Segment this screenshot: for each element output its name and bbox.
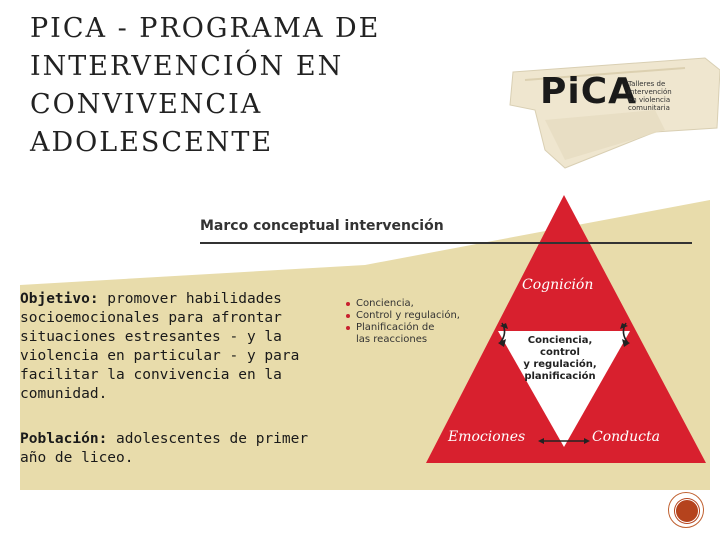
page-title <box>30 10 430 162</box>
title-line: PICA - PROGRAMA DE <box>30 13 381 44</box>
objective-text: promover habilidades socioemocionales para afrontar situaciones estresantes - y la violencia en particular - y para facilitar la convivencia en la comunidad. <box>20 291 300 402</box>
title-line: CONVIVENCIA <box>30 89 263 120</box>
label-conducta: Conducta <box>592 429 660 445</box>
list-item: Planificación de las reacciones <box>344 322 448 346</box>
framework-heading: Marco conceptual intervención <box>200 218 444 234</box>
objective-label: Objetivo: <box>20 291 99 307</box>
triangle-center-text: Conciencia, control y regulación, planificación <box>523 335 597 382</box>
title-line: ADOLESCENTE <box>30 127 274 158</box>
pica-tagline: Talleres de intervención en violencia comunitaria <box>628 80 672 112</box>
population-label: Población: <box>20 431 108 447</box>
framework-bullets <box>344 298 460 346</box>
heading-underline <box>200 242 692 244</box>
title-line: INTERVENCIÓN EN <box>30 51 344 82</box>
label-cognicion: Cognición <box>522 277 594 293</box>
label-emociones: Emociones <box>448 429 526 445</box>
slide-nav-button[interactable] <box>668 492 704 528</box>
population-text: adolescentes de primer año de liceo. <box>20 431 309 466</box>
objective-paragraph <box>20 290 335 404</box>
population-paragraph <box>20 430 320 468</box>
list-item: Conciencia, <box>344 298 460 310</box>
pica-logo-word: PiCA <box>540 71 638 112</box>
list-item: Control y regulación, <box>344 310 460 322</box>
